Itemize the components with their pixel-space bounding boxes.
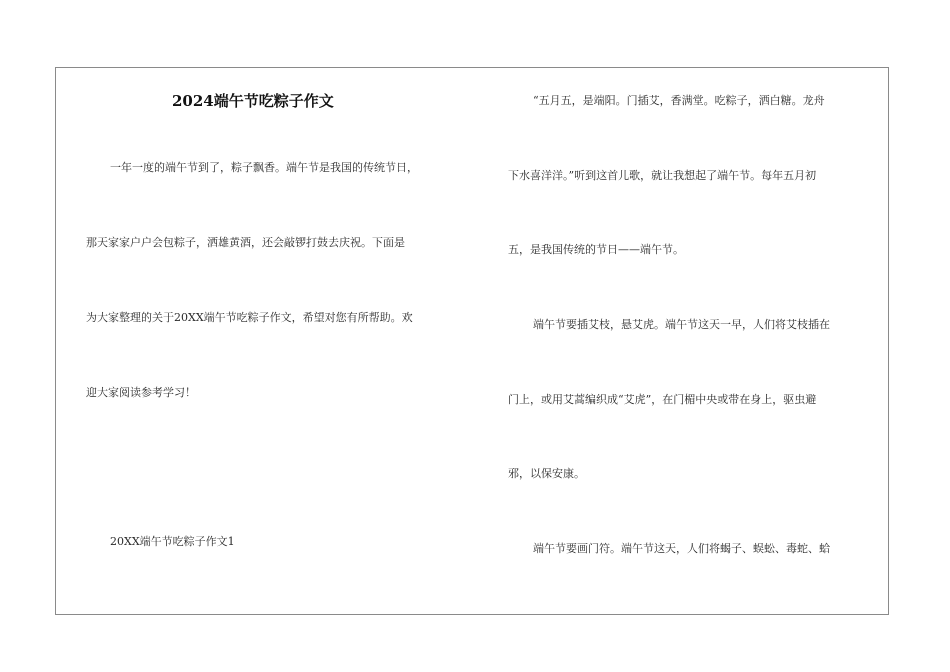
section-heading-essay-1: 20XX端午节吃粽子作文1	[110, 535, 235, 548]
left-paragraph-line-1: 一年一度的端午节到了，粽子飘香。端午节是我国的传统节日，	[110, 161, 418, 174]
page-frame	[55, 67, 889, 615]
right-paragraph-line-5: 门上，或用艾蒿编织成“艾虎”，在门楣中央或带在身上，驱虫避	[508, 393, 817, 406]
right-paragraph-line-1: “五月五，是端阳。门插艾，香满堂。吃粽子，洒白糖。龙舟	[533, 94, 825, 107]
right-paragraph-line-3: 五，是我国传统的节日——端午节。	[508, 243, 684, 256]
left-paragraph-line-4: 迎大家阅读参考学习！	[86, 386, 196, 399]
right-paragraph-line-4: 端午节要插艾枝，悬艾虎。端午节这天一早，人们将艾枝插在	[533, 318, 830, 331]
left-paragraph-line-2: 那天家家户户会包粽子，洒雄黄酒，还会敲锣打鼓去庆祝。下面是	[86, 236, 405, 249]
right-paragraph-line-6: 邪，以保安康。	[508, 467, 585, 480]
document-title: 2024端午节吃粽子作文	[172, 92, 334, 110]
right-paragraph-line-2: 下水喜洋洋。”听到这首儿歌，就让我想起了端午节。每年五月初	[508, 169, 817, 182]
right-paragraph-line-7: 端午节要画门符。端午节这天，人们将蝎子、蜈蚣、毒蛇、蛤	[533, 542, 830, 555]
left-paragraph-line-3: 为大家整理的关于20XX端午节吃粽子作文，希望对您有所帮助。欢	[86, 311, 413, 324]
